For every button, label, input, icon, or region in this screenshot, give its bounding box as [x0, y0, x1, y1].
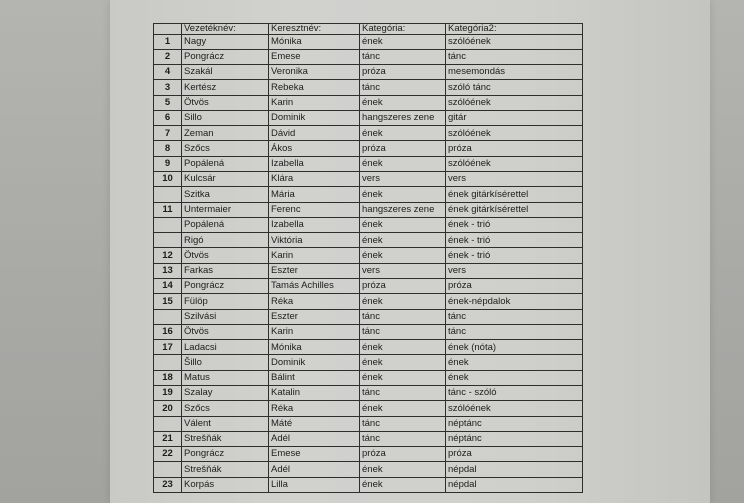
- category-cell: ének: [360, 95, 446, 110]
- table-row: [154, 65, 583, 80]
- first-name-cell: Adél: [269, 462, 360, 477]
- table-row: [154, 110, 583, 125]
- category2-cell: szólóének: [446, 126, 583, 141]
- row-number: 3: [154, 80, 182, 95]
- row-number: [154, 355, 182, 370]
- first-name-cell: Viktória: [269, 233, 360, 248]
- last-name-cell: Šillo: [182, 355, 269, 370]
- last-name-cell: Fülöp: [182, 294, 269, 309]
- category-cell: tánc: [360, 324, 446, 339]
- last-name-cell: Szalay: [182, 385, 269, 400]
- category-cell: ének: [360, 370, 446, 385]
- category-cell: próza: [360, 279, 446, 294]
- first-name-cell: Katalin: [269, 385, 360, 400]
- header-number: [154, 24, 182, 35]
- row-number: 8: [154, 141, 182, 156]
- category-cell: próza: [360, 141, 446, 156]
- row-number: 15: [154, 294, 182, 309]
- first-name-cell: Ákos: [269, 141, 360, 156]
- category2-cell: gitár: [446, 110, 583, 125]
- row-number: 16: [154, 324, 182, 339]
- last-name-cell: Farkas: [182, 263, 269, 278]
- last-name-cell: Szőcs: [182, 141, 269, 156]
- row-number: 20: [154, 401, 182, 416]
- table-row: [154, 431, 583, 446]
- first-name-cell: Emese: [269, 49, 360, 64]
- row-number: 18: [154, 370, 182, 385]
- category-cell: ének: [360, 355, 446, 370]
- first-name-cell: Dominik: [269, 110, 360, 125]
- table-row: [154, 233, 583, 248]
- category2-cell: néptánc: [446, 431, 583, 446]
- category-cell: tánc: [360, 80, 446, 95]
- first-name-cell: Mónika: [269, 34, 360, 49]
- first-name-cell: Adél: [269, 431, 360, 446]
- category2-cell: tánc: [446, 49, 583, 64]
- last-name-cell: Strešňák: [182, 462, 269, 477]
- table-row: [154, 172, 583, 187]
- row-number: 9: [154, 156, 182, 171]
- last-name-cell: Szitka: [182, 187, 269, 202]
- table-row: [154, 49, 583, 64]
- row-number: 11: [154, 202, 182, 217]
- first-name-cell: Karin: [269, 248, 360, 263]
- category2-cell: ének - trió: [446, 248, 583, 263]
- category-cell: tánc: [360, 416, 446, 431]
- last-name-cell: Ötvös: [182, 324, 269, 339]
- first-name-cell: Karin: [269, 95, 360, 110]
- first-name-cell: Eszter: [269, 309, 360, 324]
- last-name-cell: Rigó: [182, 233, 269, 248]
- category-cell: vers: [360, 263, 446, 278]
- category-cell: ének: [360, 126, 446, 141]
- table-row: [154, 355, 583, 370]
- first-name-cell: Lilla: [269, 477, 360, 492]
- category2-cell: ének gitárkísérettel: [446, 202, 583, 217]
- row-number: 12: [154, 248, 182, 263]
- table-row: [154, 477, 583, 492]
- row-number: [154, 309, 182, 324]
- category2-cell: szólóének: [446, 156, 583, 171]
- category-cell: próza: [360, 65, 446, 80]
- category2-cell: szóló tánc: [446, 80, 583, 95]
- header-first-name: Keresztnév:: [269, 24, 360, 35]
- category2-cell: tánc: [446, 324, 583, 339]
- first-name-cell: Mária: [269, 187, 360, 202]
- category2-cell: vers: [446, 172, 583, 187]
- category-cell: próza: [360, 447, 446, 462]
- first-name-cell: Rebeka: [269, 80, 360, 95]
- row-number: 22: [154, 447, 182, 462]
- category-cell: ének: [360, 401, 446, 416]
- table-row: [154, 217, 583, 232]
- row-number: 10: [154, 172, 182, 187]
- last-name-cell: Válent: [182, 416, 269, 431]
- first-name-cell: Eszter: [269, 263, 360, 278]
- last-name-cell: Popálená: [182, 217, 269, 232]
- table-row: [154, 263, 583, 278]
- row-number: 4: [154, 65, 182, 80]
- table-row: [154, 462, 583, 477]
- first-name-cell: Klára: [269, 172, 360, 187]
- first-name-cell: Réka: [269, 401, 360, 416]
- row-number: [154, 187, 182, 202]
- table-row: [154, 385, 583, 400]
- row-number: 13: [154, 263, 182, 278]
- header-last-name: Vezetéknév:: [182, 24, 269, 35]
- last-name-cell: Sillo: [182, 110, 269, 125]
- first-name-cell: Izabella: [269, 217, 360, 232]
- table-row: [154, 34, 583, 49]
- table-row: [154, 447, 583, 462]
- first-name-cell: Veronika: [269, 65, 360, 80]
- category-cell: tánc: [360, 385, 446, 400]
- category-cell: tánc: [360, 431, 446, 446]
- category-cell: ének: [360, 156, 446, 171]
- category-cell: hangszeres zene: [360, 202, 446, 217]
- last-name-cell: Kulcsár: [182, 172, 269, 187]
- last-name-cell: Popálená: [182, 156, 269, 171]
- table-row: [154, 340, 583, 355]
- category2-cell: ének: [446, 355, 583, 370]
- table-row: [154, 95, 583, 110]
- category-cell: tánc: [360, 49, 446, 64]
- table-row: [154, 294, 583, 309]
- row-number: [154, 217, 182, 232]
- first-name-cell: Dominik: [269, 355, 360, 370]
- last-name-cell: Zeman: [182, 126, 269, 141]
- table-row: [154, 80, 583, 95]
- row-number: 17: [154, 340, 182, 355]
- row-number: 7: [154, 126, 182, 141]
- last-name-cell: Korpás: [182, 477, 269, 492]
- last-name-cell: Szilvási: [182, 309, 269, 324]
- category2-cell: szólóének: [446, 95, 583, 110]
- first-name-cell: Karin: [269, 324, 360, 339]
- category-cell: tánc: [360, 309, 446, 324]
- first-name-cell: Dávid: [269, 126, 360, 141]
- row-number: 6: [154, 110, 182, 125]
- row-number: [154, 416, 182, 431]
- last-name-cell: Nagy: [182, 34, 269, 49]
- last-name-cell: Strešňák: [182, 431, 269, 446]
- category-cell: ének: [360, 462, 446, 477]
- row-number: 1: [154, 34, 182, 49]
- last-name-cell: Ötvös: [182, 95, 269, 110]
- table-row: [154, 401, 583, 416]
- category2-cell: tánc - szóló: [446, 385, 583, 400]
- last-name-cell: Ladacsi: [182, 340, 269, 355]
- header-category: Kategória:: [360, 24, 446, 35]
- category2-cell: ének gitárkísérettel: [446, 187, 583, 202]
- table-row: [154, 141, 583, 156]
- last-name-cell: Ötvös: [182, 248, 269, 263]
- category2-cell: vers: [446, 263, 583, 278]
- table-row: [154, 279, 583, 294]
- category-cell: vers: [360, 172, 446, 187]
- category2-cell: ének-népdalok: [446, 294, 583, 309]
- row-number: [154, 233, 182, 248]
- category2-cell: népdal: [446, 462, 583, 477]
- category2-cell: mesemondás: [446, 65, 583, 80]
- category-cell: ének: [360, 340, 446, 355]
- category-cell: ének: [360, 187, 446, 202]
- first-name-cell: Izabella: [269, 156, 360, 171]
- row-number: 19: [154, 385, 182, 400]
- table-row: [154, 416, 583, 431]
- last-name-cell: Untermaier: [182, 202, 269, 217]
- category-cell: ének: [360, 477, 446, 492]
- header-category2: Kategória2:: [446, 24, 583, 35]
- category2-cell: néptánc: [446, 416, 583, 431]
- category2-cell: ének - trió: [446, 233, 583, 248]
- table-row: [154, 248, 583, 263]
- last-name-cell: Matus: [182, 370, 269, 385]
- first-name-cell: Réka: [269, 294, 360, 309]
- first-name-cell: Mónika: [269, 340, 360, 355]
- category2-cell: ének (nóta): [446, 340, 583, 355]
- category2-cell: szólóének: [446, 34, 583, 49]
- table-row: [154, 309, 583, 324]
- table-row: [154, 202, 583, 217]
- category-cell: ének: [360, 34, 446, 49]
- category-cell: ének: [360, 217, 446, 232]
- table-row: [154, 156, 583, 171]
- row-number: 21: [154, 431, 182, 446]
- row-number: 5: [154, 95, 182, 110]
- last-name-cell: Pongrácz: [182, 279, 269, 294]
- participants-table: [153, 23, 583, 493]
- table-row: [154, 324, 583, 339]
- table-header-row: [154, 24, 583, 35]
- category2-cell: népdal: [446, 477, 583, 492]
- category-cell: hangszeres zene: [360, 110, 446, 125]
- row-number: 23: [154, 477, 182, 492]
- category2-cell: próza: [446, 447, 583, 462]
- category2-cell: ének: [446, 370, 583, 385]
- category2-cell: szólóének: [446, 401, 583, 416]
- last-name-cell: Pongrácz: [182, 49, 269, 64]
- first-name-cell: Emese: [269, 447, 360, 462]
- category2-cell: próza: [446, 279, 583, 294]
- category-cell: ének: [360, 248, 446, 263]
- row-number: [154, 462, 182, 477]
- category-cell: ének: [360, 233, 446, 248]
- last-name-cell: Pongrácz: [182, 447, 269, 462]
- first-name-cell: Tamás Achilles: [269, 279, 360, 294]
- first-name-cell: Ferenc: [269, 202, 360, 217]
- table-body: [154, 34, 583, 493]
- last-name-cell: Szakál: [182, 65, 269, 80]
- last-name-cell: Kertész: [182, 80, 269, 95]
- table-row: [154, 126, 583, 141]
- category2-cell: ének - trió: [446, 217, 583, 232]
- category-cell: ének: [360, 294, 446, 309]
- row-number: 2: [154, 49, 182, 64]
- first-name-cell: Máté: [269, 416, 360, 431]
- category2-cell: tánc: [446, 309, 583, 324]
- last-name-cell: Szőcs: [182, 401, 269, 416]
- table-row: [154, 370, 583, 385]
- first-name-cell: Bálint: [269, 370, 360, 385]
- table-row: [154, 187, 583, 202]
- category2-cell: próza: [446, 141, 583, 156]
- row-number: 14: [154, 279, 182, 294]
